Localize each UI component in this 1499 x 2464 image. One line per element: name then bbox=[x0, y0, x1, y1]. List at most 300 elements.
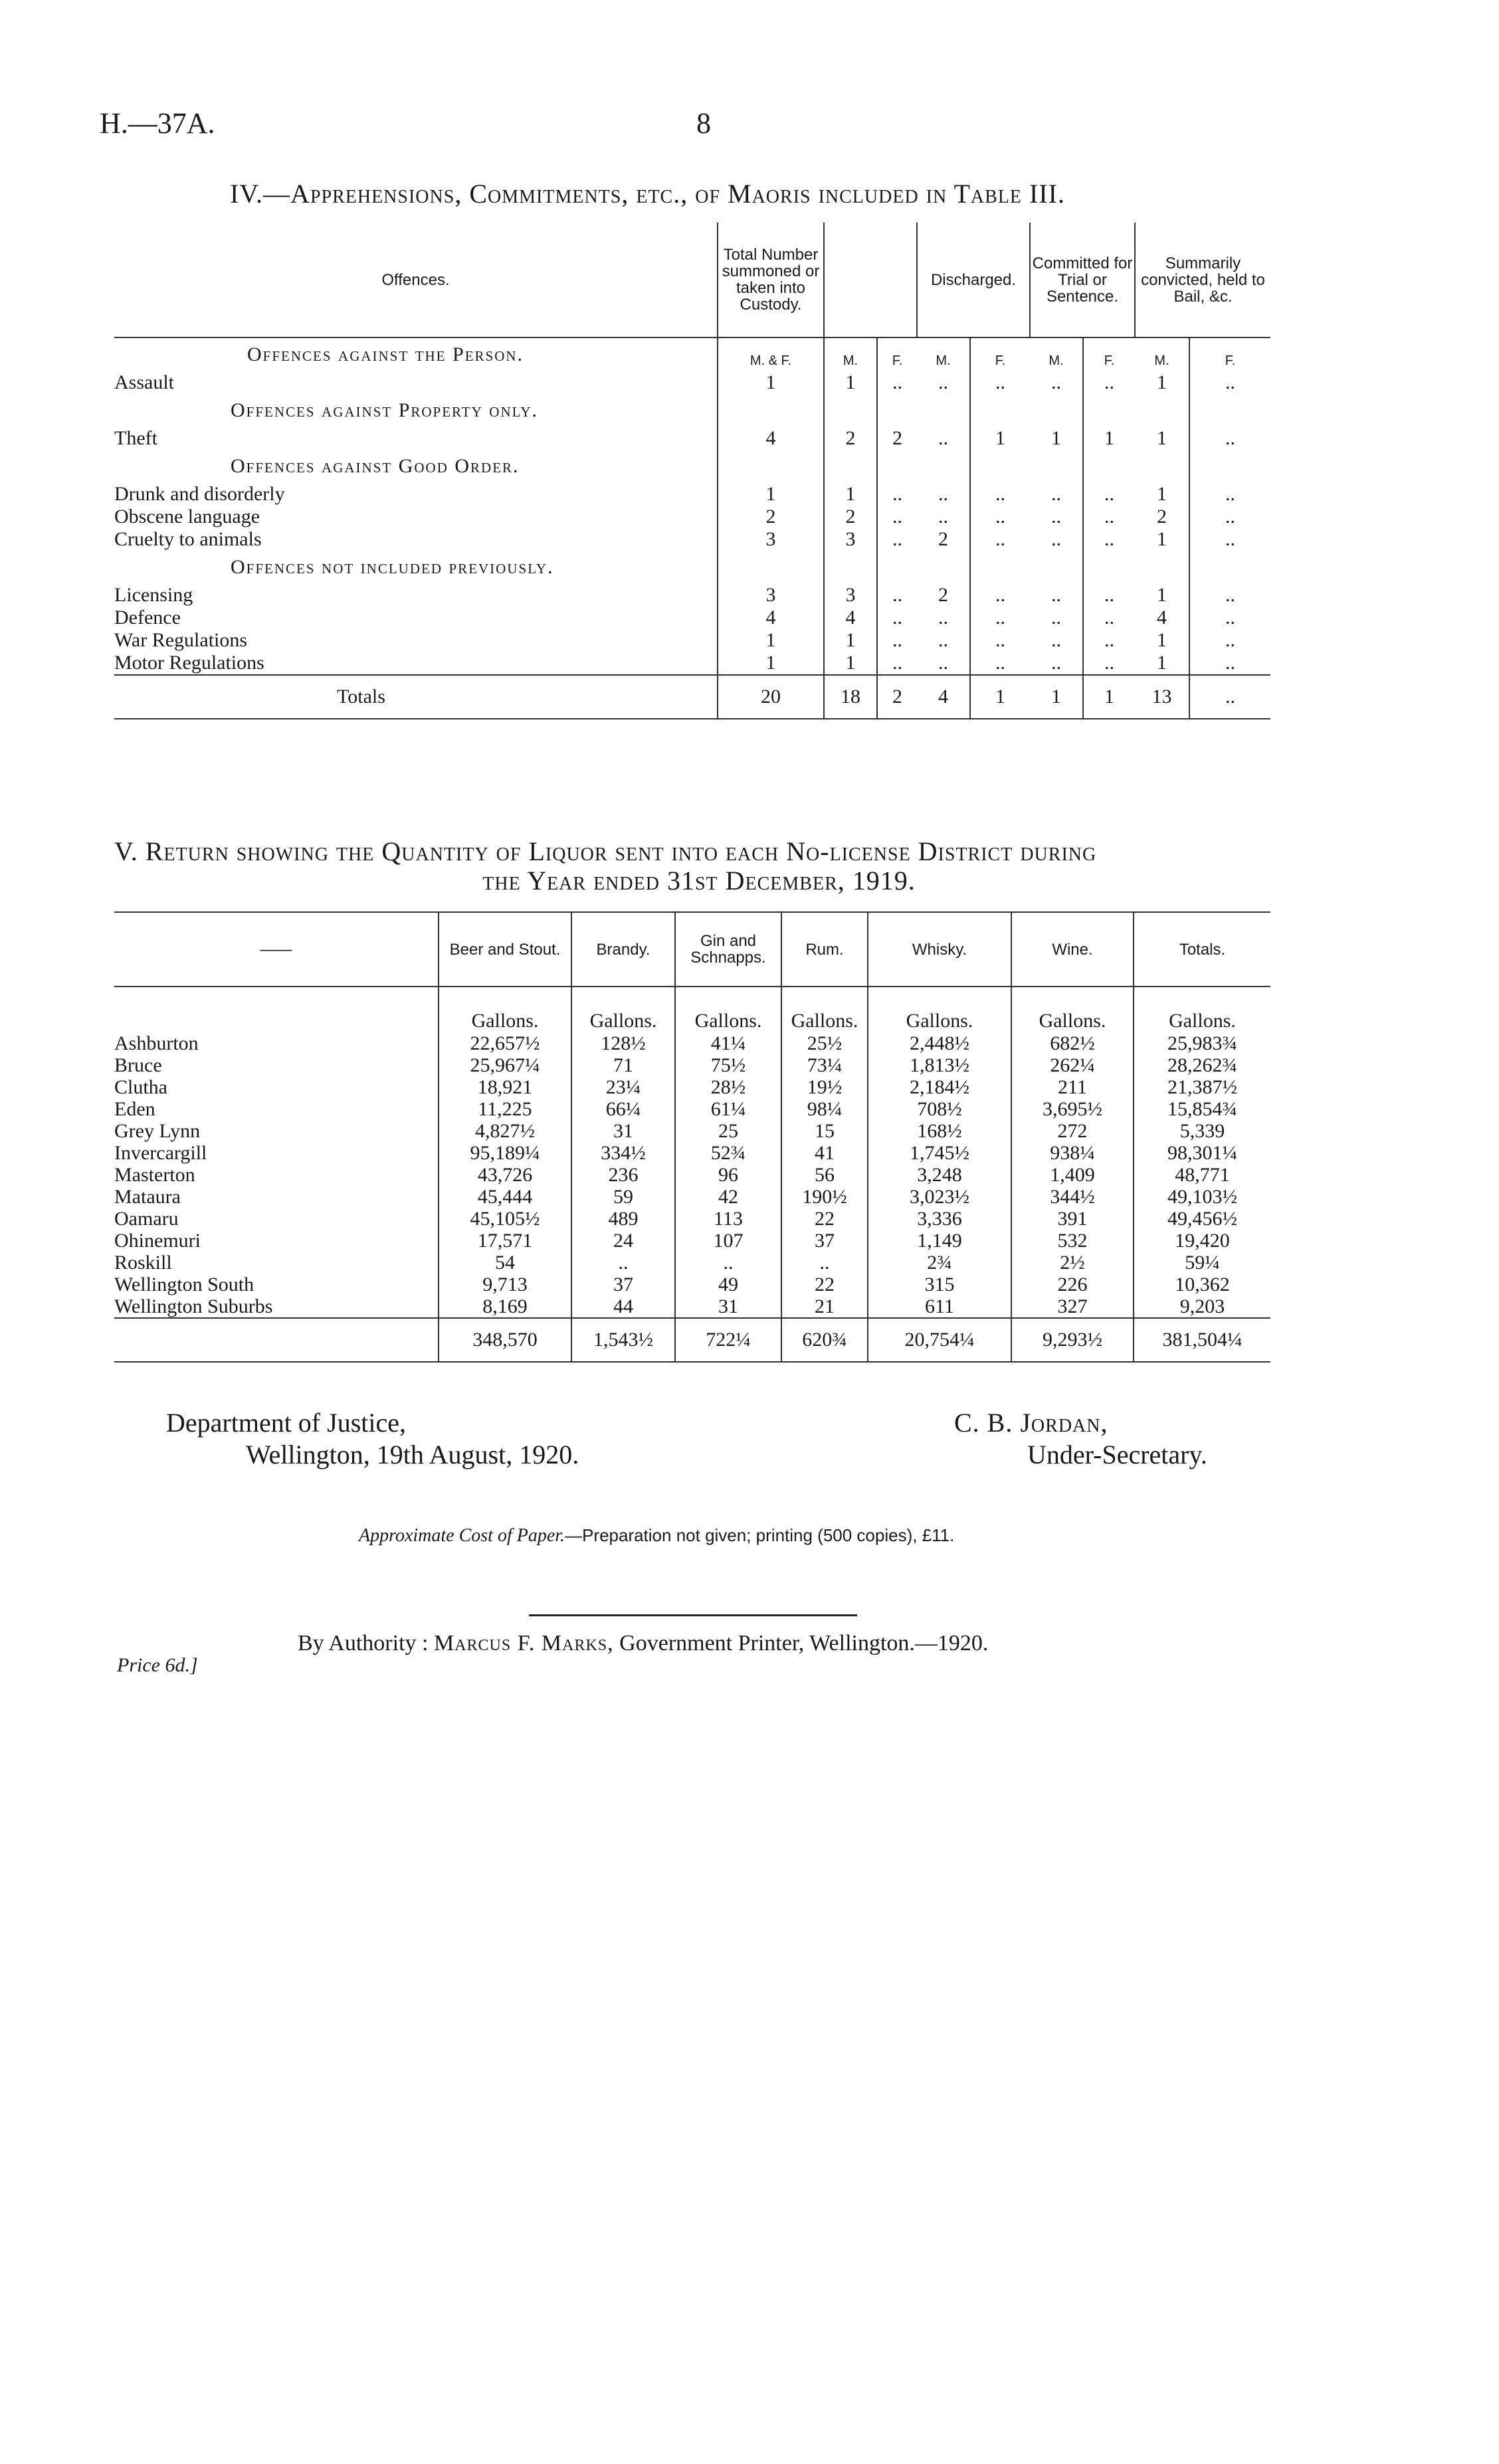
table5-value-cell: 226 bbox=[1011, 1274, 1134, 1295]
table4-value-cell: .. bbox=[1083, 629, 1135, 652]
table4-value-cell: 1 bbox=[1157, 483, 1167, 505]
section-subheader-cell: M. bbox=[1154, 353, 1169, 368]
table5-value-cell: 54 bbox=[439, 1252, 571, 1274]
offence-name: Cruelty to animals bbox=[114, 528, 262, 550]
table4-value-cell: .. bbox=[877, 607, 917, 629]
table4-value-cell: .. bbox=[970, 584, 1030, 607]
table5-value-cell: 15 bbox=[781, 1120, 868, 1142]
totals-label: Totals bbox=[114, 675, 718, 719]
table4-total-cell: 13 bbox=[1135, 675, 1189, 719]
section-subheader-cell bbox=[1083, 551, 1135, 584]
table4-value-cell: .. bbox=[970, 652, 1030, 675]
table4-value-cell: 1 bbox=[824, 371, 877, 394]
table5-value-cell: 3,336 bbox=[868, 1208, 1011, 1230]
offence-name-cell bbox=[114, 483, 718, 506]
table4-value-cell: 1 bbox=[1157, 427, 1167, 449]
table4 bbox=[114, 223, 1270, 719]
table4-value-cell: 2 bbox=[1157, 506, 1167, 527]
table4-value-cell: 2 bbox=[824, 427, 877, 450]
table5-value-cell: 2¾ bbox=[868, 1252, 1011, 1274]
table4-value-cell: 1 bbox=[824, 652, 877, 675]
table5-row bbox=[114, 1164, 1270, 1186]
table4-total-cell: 18 bbox=[824, 675, 877, 719]
section-heading-cell bbox=[114, 450, 718, 483]
department-line: Department of Justice, bbox=[166, 1408, 406, 1438]
printer-name: Marcus F. Marks, bbox=[433, 1631, 614, 1656]
table5-value-cell: 532 bbox=[1011, 1230, 1134, 1252]
section-subheader-cell bbox=[1083, 394, 1135, 427]
table4-row bbox=[114, 371, 1270, 394]
table4-value-cell: 1 bbox=[718, 483, 824, 506]
table5-value-cell: 44 bbox=[571, 1295, 675, 1318]
table5-value-cell: 1,409 bbox=[1011, 1164, 1134, 1186]
table5-row bbox=[114, 1032, 1270, 1054]
table4-row bbox=[114, 584, 1270, 607]
section-subheader-cell bbox=[1135, 450, 1189, 483]
section-subheader-cell: F. bbox=[970, 337, 1030, 371]
table5-value-cell: 262¼ bbox=[1011, 1054, 1134, 1076]
table5-row bbox=[114, 1252, 1270, 1274]
table4-title: IV.—Apprehensions, Commitments, etc., of Maoris included in Table III. bbox=[230, 179, 1065, 209]
district-name: Wellington South bbox=[114, 1274, 254, 1295]
unit-label: Gallons. bbox=[675, 987, 781, 1032]
table5-value-cell: 211 bbox=[1011, 1076, 1134, 1098]
section-subheader-cell bbox=[917, 551, 970, 584]
section-heading-cell bbox=[114, 394, 718, 427]
table4-value-cell: .. bbox=[1051, 483, 1061, 505]
table4-value-cell: 1 bbox=[718, 371, 824, 394]
offence-name: War Regulations bbox=[114, 629, 248, 651]
table4-value-cell: 4 bbox=[1157, 607, 1167, 628]
section-subheader-cell bbox=[970, 394, 1030, 427]
table5-value-cell: .. bbox=[675, 1252, 781, 1274]
table5-value-cell: 49 bbox=[675, 1274, 781, 1295]
table5-value-cell: 98,301¼ bbox=[1134, 1142, 1270, 1164]
table5-value-cell: 8,169 bbox=[439, 1295, 571, 1318]
table4-value-cell: 1 bbox=[824, 483, 877, 506]
table5-value-cell: 3,695½ bbox=[1011, 1098, 1134, 1120]
table5-value-cell: 128½ bbox=[571, 1032, 675, 1054]
table4-value-cell: .. bbox=[1189, 483, 1270, 506]
table5-value-cell: 56 bbox=[781, 1164, 868, 1186]
table4-value-cell: .. bbox=[970, 528, 1030, 551]
section-heading-cell bbox=[114, 337, 718, 371]
table4-value-cell: 2 bbox=[824, 506, 877, 528]
col-discharged: Discharged. bbox=[917, 223, 1030, 337]
table5-value-cell: 31 bbox=[571, 1120, 675, 1142]
table5-value-cell: 73¼ bbox=[781, 1054, 868, 1076]
table5-total-cell: 620¾ bbox=[781, 1318, 868, 1362]
table5-value-cell: 98¼ bbox=[781, 1098, 868, 1120]
table5-row bbox=[114, 1076, 1270, 1098]
table4-value-cell: .. bbox=[938, 427, 948, 449]
table4-value-cell: 1 bbox=[718, 629, 824, 652]
table5-col-header: Beer and Stout. bbox=[439, 912, 571, 987]
table4-value-cell: 1 bbox=[1157, 528, 1167, 550]
section-subheader-cell: M. & F. bbox=[718, 337, 824, 371]
table5-value-cell: 25 bbox=[675, 1120, 781, 1142]
table4-row bbox=[114, 652, 1270, 675]
table4-value-cell: 1 bbox=[718, 652, 824, 675]
offence-name: Defence bbox=[114, 607, 181, 628]
offence-name-cell bbox=[114, 506, 718, 528]
col-total-split bbox=[824, 223, 917, 337]
table4-row bbox=[114, 629, 1270, 652]
table4-value-cell: 1 bbox=[1157, 371, 1167, 393]
price: Price 6d.] bbox=[117, 1654, 198, 1676]
table5-value-cell: 327 bbox=[1011, 1295, 1134, 1318]
offence-name: Theft bbox=[114, 427, 157, 449]
table4-value-cell: .. bbox=[1051, 629, 1061, 651]
section-heading-text: Offences against Good Order. bbox=[231, 455, 520, 477]
authority-suffix: Government Printer, Wellington.—1920. bbox=[619, 1631, 989, 1656]
table5-value-cell: 344½ bbox=[1011, 1186, 1134, 1208]
table5-total-cell: 722¼ bbox=[675, 1318, 781, 1362]
table5-col-header: Totals. bbox=[1134, 912, 1270, 987]
table5-value-cell: 19,420 bbox=[1134, 1230, 1270, 1252]
table5-value-cell: 113 bbox=[675, 1208, 781, 1230]
footer-rule bbox=[529, 1614, 857, 1616]
table4-section-heading bbox=[114, 394, 1270, 427]
table5-row bbox=[114, 1054, 1270, 1076]
table5-total-cell: 20,754¼ bbox=[868, 1318, 1011, 1362]
table4-value-cell: 4 bbox=[718, 427, 824, 450]
table5-value-cell: 49,103½ bbox=[1134, 1186, 1270, 1208]
department-date: Wellington, 19th August, 1920. bbox=[246, 1440, 579, 1469]
printer-authority bbox=[298, 1631, 988, 1656]
section-subheader-cell bbox=[824, 394, 877, 427]
section-subheader-cell bbox=[718, 394, 824, 427]
section-subheader-cell bbox=[1030, 450, 1083, 483]
table4-total-cell: 2 bbox=[877, 675, 917, 719]
section-subheader-cell: M. bbox=[936, 353, 951, 368]
table5-value-cell: 682½ bbox=[1011, 1032, 1134, 1054]
section-subheader-cell bbox=[877, 450, 917, 483]
table4-value-cell: 3 bbox=[824, 528, 877, 551]
table4-section-heading bbox=[114, 551, 1270, 584]
section-subheader-cell: F. bbox=[877, 337, 917, 371]
table4-totals-row bbox=[114, 675, 1270, 719]
table4-value-cell: .. bbox=[970, 483, 1030, 506]
table5-row bbox=[114, 1120, 1270, 1142]
offence-name: Motor Regulations bbox=[114, 652, 264, 674]
table5-value-cell: 1,745½ bbox=[868, 1142, 1011, 1164]
table4-value-cell: .. bbox=[1189, 629, 1270, 652]
table4-value-cell: .. bbox=[1189, 652, 1270, 675]
table5-value-cell: 10,362 bbox=[1134, 1274, 1270, 1295]
table5-row bbox=[114, 1098, 1270, 1120]
section-subheader-cell bbox=[1135, 394, 1189, 427]
table5-value-cell: 28,262¾ bbox=[1134, 1054, 1270, 1076]
table5-value-cell: 25½ bbox=[781, 1032, 868, 1054]
table4-value-cell: .. bbox=[1051, 607, 1061, 628]
table5-col-header: Wine. bbox=[1011, 912, 1134, 987]
table4-value-cell: .. bbox=[877, 584, 917, 607]
table5-value-cell: 107 bbox=[675, 1230, 781, 1252]
table5-value-cell: 42 bbox=[675, 1186, 781, 1208]
district-name: Ohinemuri bbox=[114, 1230, 201, 1252]
totals-spacer bbox=[114, 1318, 439, 1362]
table5-value-cell: 3,023½ bbox=[868, 1186, 1011, 1208]
cost-note bbox=[359, 1525, 954, 1547]
section-subheader-cell bbox=[877, 551, 917, 584]
table5-value-cell: 2,448½ bbox=[868, 1032, 1011, 1054]
table4-value-cell: .. bbox=[938, 371, 948, 393]
table4-value-cell: 1 bbox=[1157, 584, 1167, 606]
district-name: Wellington Suburbs bbox=[114, 1295, 273, 1317]
table4-value-cell: 2 bbox=[938, 528, 948, 550]
table5-row bbox=[114, 1208, 1270, 1230]
table5-col-header: Gin and Schnapps. bbox=[675, 912, 781, 987]
table4-value-cell: .. bbox=[1189, 584, 1270, 607]
table4-value-cell: .. bbox=[938, 607, 948, 628]
offence-name: Drunk and disorderly bbox=[114, 483, 285, 505]
offence-name-cell bbox=[114, 528, 718, 551]
unit-spacer bbox=[114, 987, 439, 1032]
page-number: 8 bbox=[696, 107, 711, 140]
district-name: Invercargill bbox=[114, 1142, 207, 1164]
table4-value-cell: 3 bbox=[718, 528, 824, 551]
table4-value-cell: .. bbox=[1083, 371, 1135, 394]
table4-value-cell: 2 bbox=[718, 506, 824, 528]
section-subheader-cell bbox=[824, 551, 877, 584]
section-subheader-cell bbox=[917, 450, 970, 483]
table4-value-cell: 3 bbox=[824, 584, 877, 607]
table4-row bbox=[114, 427, 1270, 450]
section-heading-cell bbox=[114, 551, 718, 584]
table5-value-cell: 5,339 bbox=[1134, 1120, 1270, 1142]
table5-row bbox=[114, 1295, 1270, 1318]
table4-value-cell: .. bbox=[1051, 371, 1061, 393]
section-subheader-cell bbox=[970, 551, 1030, 584]
table4-total-cell: 1 bbox=[1030, 675, 1083, 719]
offence-name-cell bbox=[114, 607, 718, 629]
offence-name: Assault bbox=[114, 371, 174, 393]
table5-value-cell: 59 bbox=[571, 1186, 675, 1208]
table5-value-cell: 22 bbox=[781, 1274, 868, 1295]
table4-value-cell: 2 bbox=[938, 584, 948, 606]
offence-name-cell bbox=[114, 652, 718, 675]
table4-row bbox=[114, 483, 1270, 506]
table5-value-cell: 489 bbox=[571, 1208, 675, 1230]
table4-value-cell: 1 bbox=[824, 629, 877, 652]
section-heading-text: Offences not included previously. bbox=[231, 556, 554, 578]
section-subheader-cell bbox=[1030, 394, 1083, 427]
table4-value-cell: .. bbox=[877, 371, 917, 394]
table5-value-cell: 31 bbox=[675, 1295, 781, 1318]
table5-value-cell: 28½ bbox=[675, 1076, 781, 1098]
section-subheader-cell bbox=[1189, 450, 1270, 483]
cost-text: —Preparation not given; printing (500 copies), £11. bbox=[565, 1525, 955, 1545]
table4-value-cell: .. bbox=[1083, 607, 1135, 629]
table4-total-cell: 20 bbox=[718, 675, 824, 719]
section-heading-text: Offences against the Person. bbox=[247, 343, 524, 365]
table5-col-header: —— bbox=[114, 912, 439, 987]
table4-value-cell: .. bbox=[970, 629, 1030, 652]
district-name: Eden bbox=[114, 1098, 155, 1120]
table5-col-header: Brandy. bbox=[571, 912, 675, 987]
offence-name-cell bbox=[114, 584, 718, 607]
table5-value-cell: 21,387½ bbox=[1134, 1076, 1270, 1098]
table5-row bbox=[114, 1186, 1270, 1208]
table5 bbox=[114, 911, 1270, 1363]
table5-value-cell: 4,827½ bbox=[439, 1120, 571, 1142]
table4-value-cell: .. bbox=[1051, 652, 1061, 674]
table5-value-cell: 49,456½ bbox=[1134, 1208, 1270, 1230]
section-subheader-cell bbox=[824, 450, 877, 483]
table5-title-line1: V. Return showing the Quantity of Liquor sent into each No-license District during bbox=[114, 836, 1097, 866]
table5-value-cell: 1,813½ bbox=[868, 1054, 1011, 1076]
table5-value-cell: 41 bbox=[781, 1142, 868, 1164]
table4-value-cell: .. bbox=[1083, 652, 1135, 675]
table5-value-cell: 25,983¾ bbox=[1134, 1032, 1270, 1054]
district-name: Clutha bbox=[114, 1076, 167, 1098]
section-subheader-cell bbox=[917, 394, 970, 427]
table5-value-cell: 236 bbox=[571, 1164, 675, 1186]
table5-value-cell: 23¼ bbox=[571, 1076, 675, 1098]
unit-label: Gallons. bbox=[868, 987, 1011, 1032]
table5-value-cell: 22,657½ bbox=[439, 1032, 571, 1054]
section-subheader-cell bbox=[1083, 450, 1135, 483]
table5-value-cell: 22 bbox=[781, 1208, 868, 1230]
section-subheader-cell bbox=[718, 450, 824, 483]
table4-value-cell: .. bbox=[1189, 528, 1270, 551]
district-name: Bruce bbox=[114, 1054, 162, 1076]
table5-value-cell: 15,854¾ bbox=[1134, 1098, 1270, 1120]
table4-value-cell: .. bbox=[970, 607, 1030, 629]
table5-value-cell: 52¾ bbox=[675, 1142, 781, 1164]
table4-value-cell: .. bbox=[1083, 483, 1135, 506]
offence-name: Licensing bbox=[114, 584, 193, 606]
table5-value-cell: 75½ bbox=[675, 1054, 781, 1076]
table4-value-cell: 4 bbox=[718, 607, 824, 629]
table5-value-cell: .. bbox=[781, 1252, 868, 1274]
table4-value-cell: .. bbox=[938, 652, 948, 674]
table5-value-cell: 24 bbox=[571, 1230, 675, 1252]
section-subheader-cell bbox=[877, 394, 917, 427]
unit-label: Gallons. bbox=[1011, 987, 1134, 1032]
table4-total-cell: 1 bbox=[970, 675, 1030, 719]
table4-value-cell: .. bbox=[1083, 584, 1135, 607]
section-heading-text: Offences against Property only. bbox=[231, 399, 539, 421]
section-subheader-cell: F. bbox=[1083, 337, 1135, 371]
table5-value-cell: 1,149 bbox=[868, 1230, 1011, 1252]
table5-value-cell: 37 bbox=[571, 1274, 675, 1295]
table4-section-heading bbox=[114, 337, 1270, 371]
district-name: Ashburton bbox=[114, 1032, 199, 1054]
table5-value-cell: 334½ bbox=[571, 1142, 675, 1164]
table4-value-cell: .. bbox=[1083, 528, 1135, 551]
offence-name-cell bbox=[114, 427, 718, 450]
unit-label: Gallons. bbox=[1134, 987, 1270, 1032]
table4-total-cell: 4 bbox=[917, 675, 970, 719]
table5-value-cell: 19½ bbox=[781, 1076, 868, 1098]
table5-value-cell: 938¼ bbox=[1011, 1142, 1134, 1164]
table5-total-cell: 9,293½ bbox=[1011, 1318, 1134, 1362]
table5-value-cell: 2,184½ bbox=[868, 1076, 1011, 1098]
offence-name: Obscene language bbox=[114, 506, 260, 527]
table5-value-cell: 708½ bbox=[868, 1098, 1011, 1120]
unit-label: Gallons. bbox=[571, 987, 675, 1032]
table4-value-cell: .. bbox=[938, 629, 948, 651]
table5-value-cell: 61¼ bbox=[675, 1098, 781, 1120]
col-committed: Committed for Trial or Sentence. bbox=[1030, 223, 1135, 337]
table4-value-cell: 1 bbox=[1051, 427, 1061, 449]
table5-row bbox=[114, 1230, 1270, 1252]
table5-value-cell: 37 bbox=[781, 1230, 868, 1252]
table5-row bbox=[114, 1274, 1270, 1295]
district-name: Grey Lynn bbox=[114, 1120, 201, 1142]
table5-col-header: Whisky. bbox=[868, 912, 1011, 987]
table5-value-cell: 18,921 bbox=[439, 1076, 571, 1098]
table4-value-cell: .. bbox=[938, 506, 948, 527]
table5-totals-row bbox=[114, 1318, 1270, 1362]
signatory-title: Under-Secretary. bbox=[1027, 1440, 1207, 1469]
table4-value-cell: .. bbox=[1189, 607, 1270, 629]
section-subheader-cell: M. bbox=[1049, 353, 1064, 368]
district-name: Oamaru bbox=[114, 1208, 179, 1230]
table5-total-cell: 348,570 bbox=[439, 1318, 571, 1362]
col-offences: Offences. bbox=[114, 223, 718, 337]
table5-title-line2: the Year ended 31st December, 1919. bbox=[482, 866, 916, 896]
table4-row bbox=[114, 506, 1270, 528]
district-name: Roskill bbox=[114, 1252, 172, 1274]
signatory-name: C. B. Jordan, bbox=[954, 1408, 1108, 1438]
table5-unit-row bbox=[114, 987, 1270, 1032]
table5-value-cell: 272 bbox=[1011, 1120, 1134, 1142]
table4-value-cell: .. bbox=[1189, 371, 1270, 394]
table5-value-cell: 45,444 bbox=[439, 1186, 571, 1208]
section-subheader-cell bbox=[1030, 551, 1083, 584]
table4-value-cell: .. bbox=[877, 629, 917, 652]
offence-name-cell bbox=[114, 371, 718, 394]
section-subheader-cell bbox=[1189, 394, 1270, 427]
table5-col-header: Rum. bbox=[781, 912, 868, 987]
table5-value-cell: 66¼ bbox=[571, 1098, 675, 1120]
table4-total-cell: .. bbox=[1189, 675, 1270, 719]
cost-label: Approximate Cost of Paper. bbox=[359, 1525, 565, 1546]
section-subheader-cell bbox=[1189, 551, 1270, 584]
section-subheader-cell bbox=[1135, 551, 1189, 584]
table5-value-cell: 391 bbox=[1011, 1208, 1134, 1230]
table5-value-cell: 21 bbox=[781, 1295, 868, 1318]
col-summarily: Summarily convicted, held to Bail, &c. bbox=[1135, 223, 1270, 337]
section-subheader-cell: F. bbox=[1189, 337, 1270, 371]
table4-row bbox=[114, 607, 1270, 629]
offence-name-cell bbox=[114, 629, 718, 652]
table5-value-cell: 9,203 bbox=[1134, 1295, 1270, 1318]
table5-value-cell: 95,189¼ bbox=[439, 1142, 571, 1164]
table4-value-cell: .. bbox=[1083, 506, 1135, 528]
table4-value-cell: .. bbox=[877, 528, 917, 551]
table4-value-cell: .. bbox=[1051, 584, 1061, 606]
table5-value-cell: 9,713 bbox=[439, 1274, 571, 1295]
table4-value-cell: .. bbox=[970, 371, 1030, 394]
table5-value-cell: .. bbox=[571, 1252, 675, 1274]
section-subheader-cell bbox=[718, 551, 824, 584]
col-total: Total Number summoned or taken into Custody. bbox=[718, 223, 824, 337]
table5-value-cell: 3,248 bbox=[868, 1164, 1011, 1186]
section-subheader-cell: M. bbox=[824, 337, 877, 371]
table5-value-cell: 17,571 bbox=[439, 1230, 571, 1252]
table4-value-cell: .. bbox=[877, 652, 917, 675]
table4-value-cell: .. bbox=[877, 506, 917, 528]
table4-value-cell: 1 bbox=[1083, 427, 1135, 450]
table5-value-cell: 43,726 bbox=[439, 1164, 571, 1186]
table4-value-cell: 1 bbox=[1157, 629, 1167, 651]
table4-value-cell: .. bbox=[970, 506, 1030, 528]
table4-value-cell: 2 bbox=[877, 427, 917, 450]
